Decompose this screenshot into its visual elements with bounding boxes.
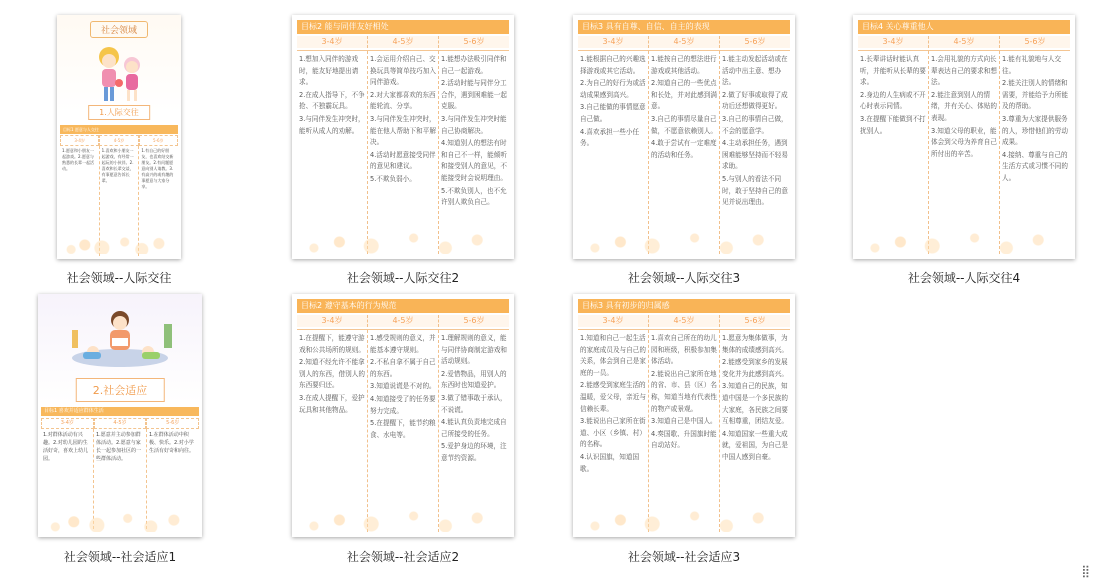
age-column-label: 4-5岁	[648, 315, 719, 327]
list-item: 5.不欺负别人，也不允许别人欺负自己。	[441, 186, 507, 207]
mini-table-header: 目标1 愿意与人交往	[60, 125, 178, 134]
slide-thumbnail-4[interactable]	[853, 15, 1075, 259]
list-item: 1.能有礼貌地与人交往。	[1002, 55, 1062, 75]
list-item: 4.敢于尝试有一定难度的活动和任务。	[651, 139, 717, 159]
mini-table-cell: 1.喜欢和小朋友一起游戏，有经常一起玩的小伙伴。2.喜欢和长辈交谈，有事愿意告诉长辈。	[100, 146, 140, 256]
list-item: 4.喜欢承担一些小任务。	[580, 127, 640, 148]
list-item: 3.做了错事敢于承认，不说谎。	[441, 393, 507, 414]
age-column-content	[648, 51, 719, 254]
list-item: 3.知道说谎是不对的。	[370, 382, 436, 391]
goal-header: 目标2 能与同伴友好相处	[297, 20, 509, 34]
age-column-label: 3-4岁	[578, 315, 648, 327]
age-column-label: 3-4岁	[60, 135, 99, 146]
age-columns	[578, 36, 790, 48]
list-item: 3.自己的事情尽量自己做，不愿意依赖别人。	[651, 114, 717, 135]
list-item: 2.做了好事或取得了成功后还想做得更好。	[722, 90, 788, 111]
age-column-label: 3-4岁	[297, 315, 367, 327]
age-column-label: 3-4岁	[858, 36, 928, 48]
list-item: 1.感受规则的意义，并能基本遵守规则。	[370, 334, 436, 354]
list-item: 1.知道和自己一起生活的家庭成员及与自己的关系，体会到自己是家庭的一员。	[580, 334, 646, 377]
list-item: 4.知道国家一些重大成就，爱祖国，为自己是中国人感到自豪。	[722, 429, 788, 461]
age-column-label: 5-6岁	[438, 36, 509, 48]
mini-table-age-columns	[41, 418, 199, 429]
age-column-content	[928, 51, 999, 254]
list-item: 1.能根据自己的兴趣选择游戏或其它活动。	[580, 55, 646, 75]
age-column-label: 4-5岁	[648, 36, 719, 48]
grip-icon[interactable]: ⣿	[1081, 564, 1090, 578]
list-item: 2.知道不经允许不能拿别人的东西，借别人的东西要归还。	[299, 358, 365, 390]
list-item: 1.能想办法吸引同伴和自己一起游戏。	[441, 55, 507, 75]
goal-table-body	[297, 50, 509, 254]
age-column-content	[578, 330, 648, 532]
age-column-label: 4-5岁	[367, 36, 438, 48]
age-column-label: 4-5岁	[94, 418, 147, 429]
list-item: 1.喜欢自己所在的幼儿园和班级，积极参加集体活动。	[651, 334, 717, 366]
age-column-label: 5-6岁	[139, 135, 178, 146]
slide-thumbnail-1[interactable]	[57, 15, 181, 259]
mini-table-header: 目标1 喜欢并适应群体生活	[41, 407, 199, 416]
list-item: 4.主动承担任务，遇到困难能够坚持而不轻易求助。	[722, 139, 788, 171]
goal-header: 目标4 关心尊重他人	[858, 20, 1070, 34]
list-item: 3.与同伴发生冲突时，能在他人帮助下和平解决。	[370, 114, 436, 147]
age-column-content	[858, 51, 928, 254]
slide-caption: 社会领域--社会适应2	[346, 550, 460, 564]
age-column-label: 3-4岁	[41, 418, 94, 429]
list-item: 1.在提醒下，能遵守游戏和公共场所的规则。	[299, 334, 365, 354]
age-column-label: 5-6岁	[438, 315, 509, 327]
list-item: 3.知道父母的职业，能体会到父母为养育自己所付出的辛苦。	[931, 126, 997, 158]
list-item: 1.长辈讲话时能认真听，并能听从长辈的要求。	[860, 55, 926, 87]
reading-illustration	[38, 300, 202, 380]
list-item: 1.会用礼貌的方式向长辈表达自己的要求和想法。	[931, 55, 997, 87]
slide-caption: 社会领域--人际交往	[66, 271, 172, 285]
list-item: 2.能感受到家庭生活的温暖，爱父母，亲近与信赖长辈。	[580, 381, 646, 413]
mini-table-age-columns	[60, 135, 178, 146]
list-item: 4.接纳、尊重与自己的生活方式或习惯不同的人。	[1002, 150, 1068, 182]
list-item: 5.在提醒下，能节约粮食、水电等。	[370, 419, 436, 439]
list-item: 2.对大家都喜欢的东西能轮流、分享。	[370, 90, 436, 111]
age-column-content	[648, 330, 719, 532]
age-column-content	[367, 51, 438, 254]
list-item: 3.在提醒下能做到不打扰别人。	[860, 114, 926, 135]
slide-thumbnail-7[interactable]	[573, 294, 795, 537]
age-column-label: 3-4岁	[297, 36, 367, 48]
mini-table-cell: 1.愿意和小朋友一起游戏。2.愿意与熟悉的长辈一起活动。	[60, 146, 100, 256]
list-item: 4.知道接受了的任务要努力完成。	[370, 394, 436, 415]
list-item: 4.认识国旗，知道国歌。	[580, 452, 640, 473]
list-item: 2.知道自己的一些优点和长处，并对此感到满意。	[651, 79, 717, 111]
list-item: 3.自己能做的事情愿意自己做。	[580, 103, 646, 123]
age-column-label: 4-5岁	[367, 315, 438, 327]
list-item: 3.与同伴发生冲突时，能听从成人的劝解。	[299, 114, 365, 135]
list-item: 1.愿意为集体做事，为集体的成绩感到高兴。	[722, 334, 788, 354]
age-column-content	[719, 51, 790, 254]
age-columns	[297, 36, 509, 48]
slide-thumbnail-6[interactable]	[292, 294, 514, 537]
slide-thumbnail-5[interactable]	[38, 294, 202, 537]
age-columns	[858, 36, 1070, 48]
mini-table-body	[60, 146, 178, 256]
age-column-label: 5-6岁	[719, 315, 790, 327]
list-item: 3.知道自己是中国人。	[651, 417, 717, 426]
list-item: 3.能说出自己家所在街道、小区（乡镇、村）的名称。	[580, 417, 646, 449]
age-column-content	[367, 330, 438, 532]
age-column-label: 4-5岁	[928, 36, 999, 48]
mini-table-cell: 1.愿意并主动参加群体活动。2.愿意与家长一起参加社区的一些群体活动。	[94, 429, 147, 529]
age-column-label: 4-5岁	[99, 135, 138, 146]
list-item: 2.能说出自己家所在地的省、市、县（区）名称，知道当地有代表性的物产或景观。	[651, 369, 717, 413]
goal-header: 目标3 具有自尊、自信、自主的表现	[578, 20, 790, 34]
list-item: 1.能主动发起活动或在活动中出主意、想办法。	[722, 55, 788, 87]
list-item: 3.知道自己的民族，知道中国是一个多民族的大家庭，各民族之间要互相尊重，团结友爱。	[722, 382, 788, 426]
age-column-content	[719, 330, 790, 532]
age-column-content	[438, 51, 509, 254]
list-item: 2.在成人指导下，不争抢、不独霸玩具。	[299, 90, 365, 111]
list-item: 2.能关注别人的情绪和需要，并能给予力所能及的帮助。	[1002, 79, 1068, 111]
goal-table-body	[578, 50, 790, 254]
section-title: 1.人际交往	[88, 105, 150, 120]
list-item: 2.为自己的好行为或活动成果感到高兴。	[580, 79, 646, 99]
list-item: 4.奏国歌、升国旗时能自动站好。	[651, 429, 717, 450]
age-column-content	[578, 51, 648, 254]
section-title: 2.社会适应	[76, 378, 165, 402]
age-column-label: 5-6岁	[999, 36, 1070, 48]
list-item: 1.能按自己的想法进行游戏或其他活动。	[651, 55, 717, 75]
list-item: 2.活动时能与同伴分工合作，遇到困难能一起克服。	[441, 79, 507, 111]
goal-table-body	[297, 329, 509, 532]
goal-header: 目标3 具有初步的归属感	[578, 299, 790, 313]
list-item: 1.会运用介绍自己、交换玩具等简单技巧加入同伴游戏。	[370, 55, 436, 87]
list-item: 3.尊重为大家提供服务的人，珍惜他们的劳动成果。	[1002, 114, 1068, 147]
list-item: 4.活动时愿意接受同伴的意见和建议。	[370, 150, 436, 171]
list-item: 4.能认真负责地完成自己所接受的任务。	[441, 418, 507, 438]
age-column-label: 3-4岁	[578, 36, 648, 48]
age-column-content	[297, 51, 367, 254]
list-item: 1.理解规则的意义，能与同伴协商制定游戏和活动规则。	[441, 334, 507, 366]
age-column-content	[999, 51, 1070, 254]
list-item: 3.与同伴发生冲突时能自己协商解决。	[441, 114, 507, 135]
age-columns	[297, 315, 509, 327]
list-item: 3.在成人提醒下，爱护玩具和其他物品。	[299, 393, 365, 414]
list-item: 2.不私自拿不属于自己的东西。	[370, 358, 436, 378]
mini-table-cell: 1.有自己的好朋友，也喜欢结交新朋友。2.有问题愿意向别人请教。3.有高兴的或有趣的事愿意与大家分享。	[141, 148, 174, 189]
cover-title: 社会领域	[90, 21, 148, 38]
age-column-label: 5-6岁	[719, 36, 790, 48]
list-item: 2.爱惜物品，用别人的东西时也知道爱护。	[441, 369, 507, 390]
goal-table-body	[578, 329, 790, 532]
goal-header: 目标2 遵守基本的行为规范	[297, 299, 509, 313]
slide-thumbnail-2[interactable]	[292, 15, 514, 259]
list-item: 5.爱护身边的环境，注意节约资源。	[441, 442, 507, 462]
list-item: 1.想加入同伴的游戏时，能友好地提出请求。	[299, 55, 359, 87]
slide-caption: 社会领域--人际交往2	[346, 271, 460, 285]
slide-caption: 社会领域--社会适应1	[63, 550, 177, 564]
list-item: 5.与别人的看法不同时，敢于坚持自己的意见并说出理由。	[722, 174, 788, 207]
goal-table-body	[858, 50, 1070, 254]
mini-table-cell: 1.在群体活动中积极、快乐。2.对小学生活有好奇和向往。	[149, 432, 195, 454]
age-column-label: 5-6岁	[146, 418, 199, 429]
list-item: 2.能感受到家乡的发展变化并为此感到高兴。	[722, 358, 788, 378]
mini-table-body	[41, 429, 199, 529]
slide-caption: 社会领域--人际交往3	[627, 271, 741, 285]
list-item: 4.知道别人的想法有时和自己不一样，能倾听和接受别人的意见，不能接受时会说明理由。	[441, 139, 507, 182]
list-item: 3.自己的事情自己做，不会的愿意学。	[722, 114, 788, 135]
slide-caption: 社会领域--人际交往4	[907, 271, 1021, 285]
slide-thumbnail-3[interactable]	[573, 15, 795, 259]
list-item: 2.能注意到别人的情绪，并有关心、体贴的表现。	[931, 90, 997, 122]
age-columns	[578, 315, 790, 327]
list-item: 2.身边的人生病或不开心时表示同情。	[860, 90, 926, 111]
slide-caption: 社会领域--社会适应3	[627, 550, 741, 564]
mini-table-cell: 1.对群体活动有兴趣。2.对幼儿园的生活好奇，喜欢上幼儿园。	[41, 429, 94, 529]
age-column-content	[297, 330, 367, 532]
age-column-content	[438, 330, 509, 532]
list-item: 5.不欺负弱小。	[370, 174, 416, 183]
